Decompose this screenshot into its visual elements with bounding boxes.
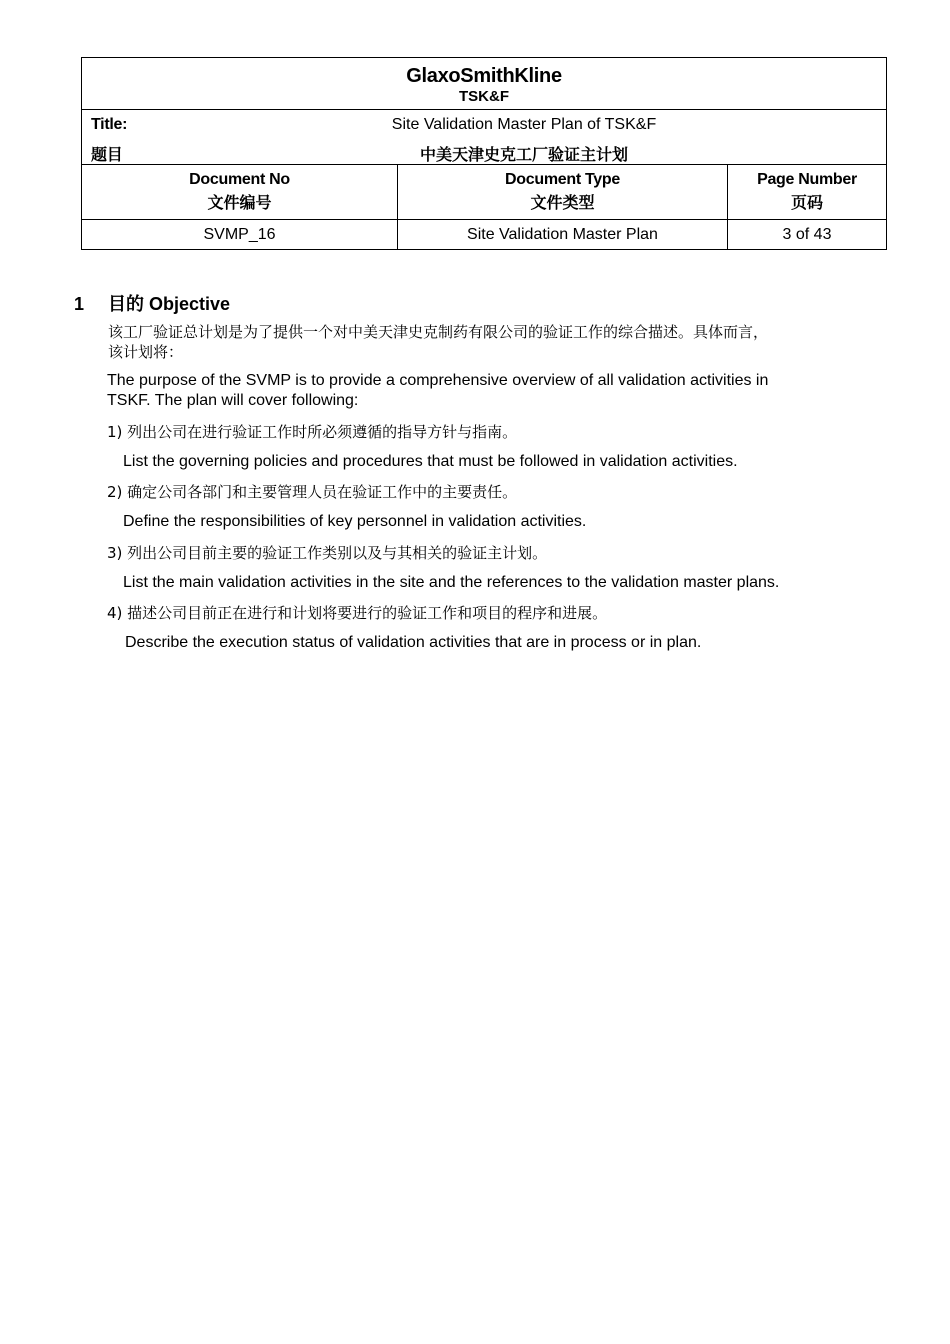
list-item-1-cn: 1) 列出公司在进行验证工作时所必须遵循的指导方针与指南。: [107, 423, 518, 441]
section-number: 1: [74, 294, 85, 314]
list-item-1-en: List the governing policies and procedures that must be followed in validation activities.: [123, 453, 738, 470]
document-type-value: Site Validation Master Plan: [398, 220, 728, 250]
intro-en-line-1: The purpose of the SVMP is to provide a comprehensive overview of all validation activities in: [107, 372, 769, 389]
document-title-en: Site Validation Master Plan of TSK&F: [391, 116, 657, 133]
company-name: GlaxoSmithKline: [406, 64, 562, 87]
page-number-label-cn: 页码: [791, 195, 824, 212]
list-item-2-cn: 2) 确定公司各部门和主要管理人员在验证工作中的主要责任。: [107, 483, 518, 501]
document-title-cn: 中美天津史克工厂验证主计划: [420, 147, 629, 164]
intro-cn-line-1: 该工厂验证总计划是为了提供一个对中美天津史克制药有限公司的验证工作的综合描述。具体而言，: [108, 323, 769, 341]
title-label-cn: 题目: [91, 147, 123, 164]
document-no-header: [82, 165, 398, 220]
title-cell: [82, 110, 887, 165]
page-number-header: [728, 165, 887, 220]
section-heading: [74, 290, 230, 316]
intro-cn-line-2: 该计划将：: [108, 343, 184, 361]
page-number-label-en: Page Number: [757, 171, 857, 188]
document-no-label-cn: 文件编号: [207, 195, 272, 212]
list-item-4-cn: 4) 描述公司目前正在进行和计划将要进行的验证工作和项目的程序和进展。: [107, 604, 608, 622]
list-item-3-en: List the main validation activities in the site and the references to the validation master plans.: [123, 574, 780, 591]
page-number-value: 3 of 43: [728, 220, 887, 250]
document-header-table: [81, 57, 887, 250]
title-label-en: Title:: [91, 116, 128, 133]
document-type-label-cn: 文件类型: [530, 195, 595, 212]
list-item-2-en: Define the responsibilities of key personnel in validation activities.: [123, 513, 587, 530]
document-no-value: SVMP_16: [82, 220, 398, 250]
site-name: TSK&F: [459, 87, 509, 105]
company-cell: [82, 58, 887, 110]
list-item-3-cn: 3) 列出公司目前主要的验证工作类别以及与其相关的验证主计划。: [107, 544, 548, 562]
list-item-4-en: Describe the execution status of validation activities that are in process or in plan.: [125, 634, 702, 651]
document-no-label-en: Document No: [189, 171, 290, 188]
document-type-header: [398, 165, 728, 220]
section-title: 目的 Objective: [108, 294, 231, 314]
document-type-label-en: Document Type: [505, 171, 620, 188]
intro-en-line-2: TSKF. The plan will cover following:: [107, 392, 359, 409]
